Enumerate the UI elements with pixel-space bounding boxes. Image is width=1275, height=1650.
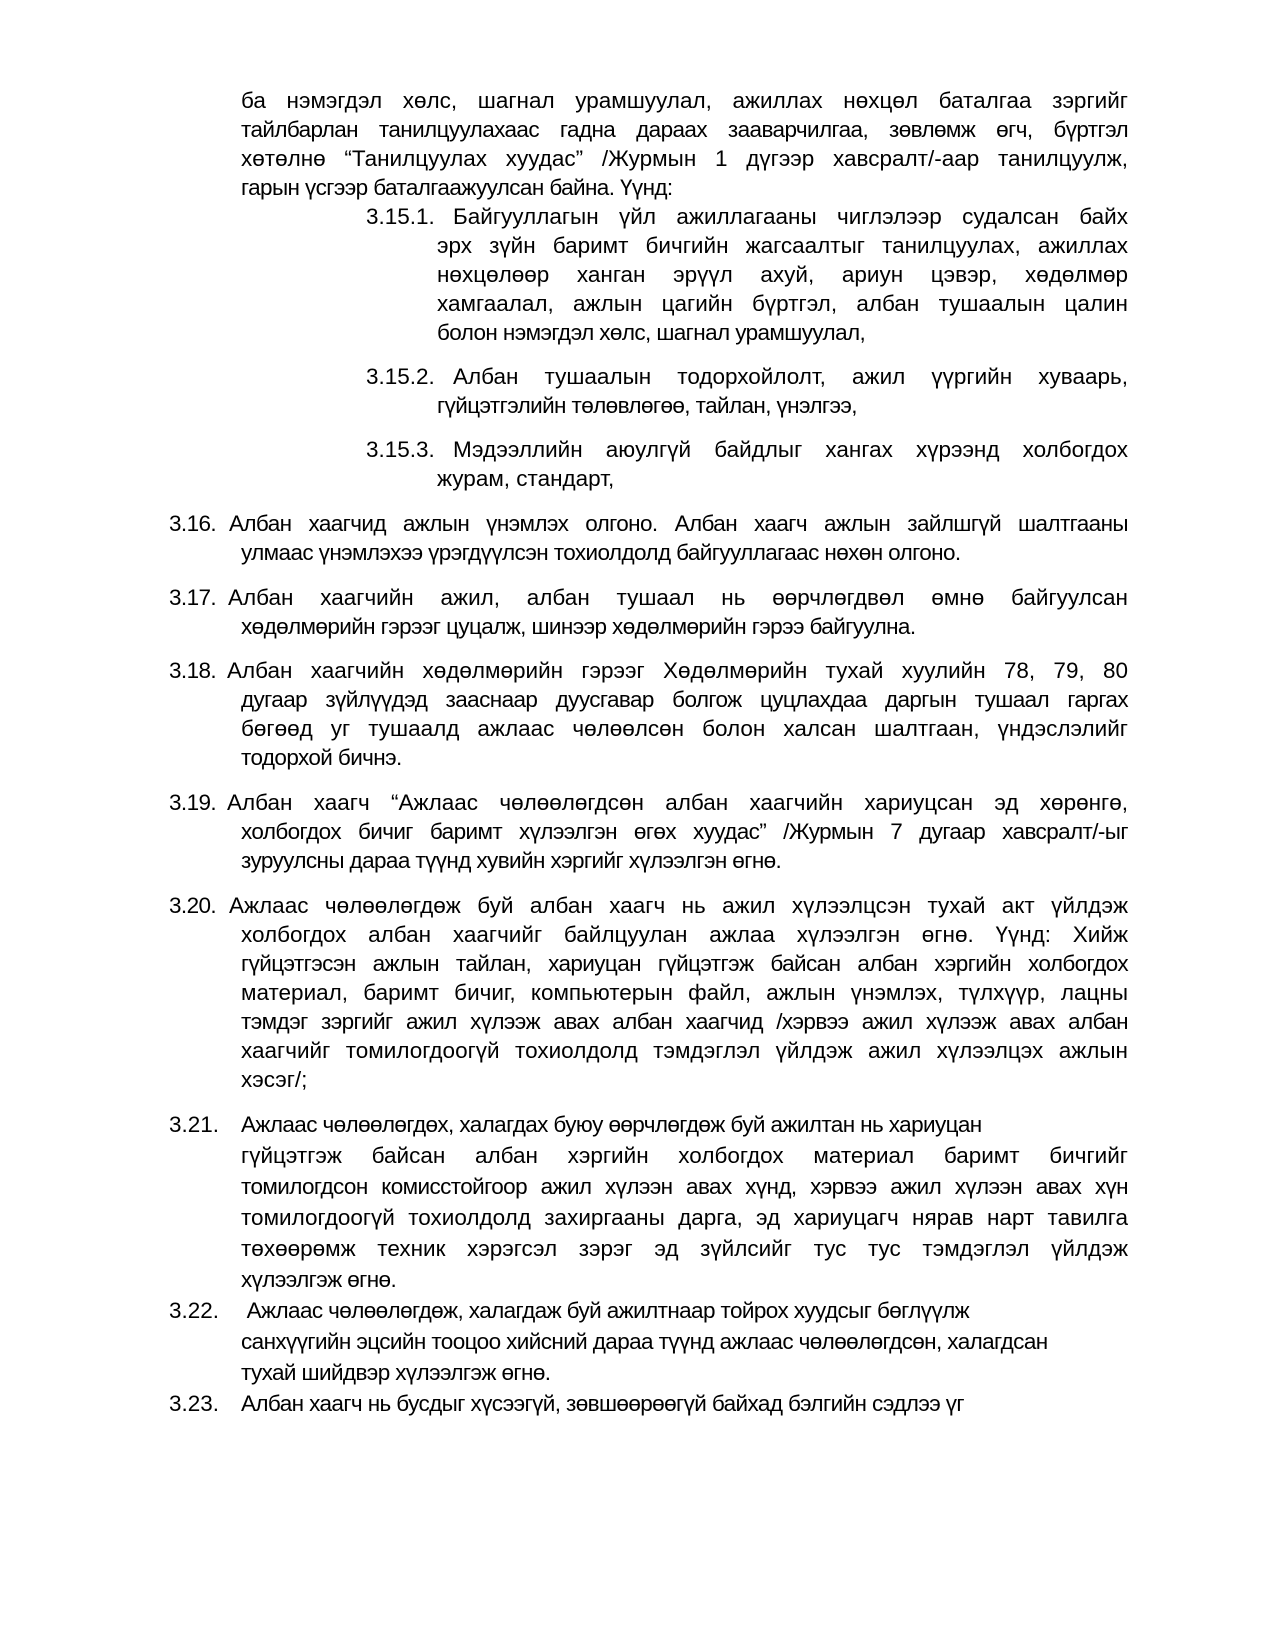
text-line: Албан хаагчийн ажил, албан тушаал нь өөрчлөгдвөл өмнө байгуулсан — [228, 585, 1128, 610]
subitem-number: 3.15.1. — [366, 204, 435, 229]
text-line: болон нэмэгдэл хөлс, шагнал урамшуулал, — [437, 320, 866, 345]
section-number: 3.19. — [169, 790, 217, 815]
text-line: Албан хаагч “Ажлаас чөлөөлөгдсөн албан хаагчийн хариуцсан эд хөрөнгө, — [227, 790, 1128, 815]
section-number: 3.20. — [169, 893, 217, 918]
text-line: Албан хаагч нь бусдыг хүсээгүй, зөвшөөрөөгүй байхад бэлгийн сэдлээ үг — [241, 1391, 964, 1416]
text-line: Албан хаагчийн хөдөлмөрийн гэрээг Хөдөлмөрийн тухай хуулийн 78, 79, 80 — [227, 658, 1128, 683]
text-line: Ажлаас чөлөөлөгдөх, халагдах буюу өөрчлөгдөж буй ажилтан нь хариуцан — [241, 1112, 982, 1137]
text-line: гүйцэтгэлийн төлөвлөгөө, тайлан, үнэлгээ, — [437, 393, 857, 418]
text-line: ба нэмэгдэл хөлс, шагнал урамшуулал, ажиллах нөхцөл баталгаа зэргийг — [241, 88, 1128, 113]
text-line: тухай шийдвэр хүлээлгэж өгнө. — [241, 1360, 551, 1385]
section-number: 3.23. — [169, 1391, 220, 1416]
text-line: журам, стандарт, — [437, 466, 615, 491]
text-line: тайлбарлан танилцуулахаас гадна дараах зааварчилгаа, зөвлөмж өгч, бүртгэл — [241, 117, 1128, 142]
text-line: гүйцэтгэж байсан албан хэргийн холбогдох материал баримт бичгийг — [241, 1143, 1128, 1168]
section-number: 3.16. — [169, 511, 217, 536]
section-number: 3.18. — [169, 658, 217, 683]
text-line: томилогдоогүй тохиолдолд захиргааны дарга, эд хариуцагч нярав нарт тавилга — [241, 1205, 1128, 1230]
text-line: дугаар зүйлүүдэд зааснаар дуусгавар болгож цуцлахдаа даргын тушаал гаргах — [241, 687, 1128, 712]
text-line: Байгууллагын үйл ажиллагааны чиглэлээр судалсан байх — [453, 204, 1128, 229]
text-line: хөтөлнө “Танилцуулах хуудас” /Журмын 1 дүгээр хавсралт/-аар танилцуулж, — [241, 146, 1128, 171]
text-line: зуруулсны дараа түүнд хувийн хэргийг хүлээлгэн өгнө. — [241, 848, 782, 873]
text-line: материал, баримт бичиг, компьютерын файл, ажлын үнэмлэх, түлхүүр, лацны — [241, 980, 1128, 1005]
text-line: хөдөлмөрийн гэрээг цуцалж, шинээр хөдөлмөрийн гэрээ байгуулна. — [241, 614, 916, 639]
text-line: хаагчийг томилогдоогүй тохиолдолд тэмдэглэл үйлдэж ажил хүлээлцэх ажлын — [241, 1038, 1128, 1063]
section-number: 3.21. — [169, 1112, 220, 1137]
text-line: хэсэг/; — [241, 1067, 308, 1092]
text-line: хамгаалал, ажлын цагийн бүртгэл, албан тушаалын цалин — [437, 291, 1128, 316]
text-line: холбогдох албан хаагчийг байлцуулан ажлаа хүлээлгэн өгнө. Үүнд: Хийж — [241, 922, 1128, 947]
text-line: нөхцөлөөр ханган эрүүл ахуй, ариун цэвэр, хөдөлмөр — [437, 262, 1128, 287]
text-line: төхөөрөмж техник хэрэгсэл зэрэг эд зүйлсийг тус тус тэмдэглэл үйлдэж — [241, 1236, 1128, 1261]
text-line: гүйцэтгэсэн ажлын тайлан, хариуцан гүйцэтгэж байсан албан хэргийн холбогдох — [241, 951, 1128, 976]
section-number: 3.22. — [169, 1298, 220, 1323]
subitem-number: 3.15.2. — [366, 364, 435, 389]
section-number: 3.17. — [169, 585, 217, 610]
text-line: томилогдсон комисстойгоор ажил хүлээн авах хүнд, хэрвээ ажил хүлээн авах хүн — [241, 1174, 1128, 1199]
text-line: гарын үсгээр баталгаажуулсан байна. Үүнд: — [241, 175, 673, 200]
text-line: хүлээлгэж өгнө. — [241, 1267, 397, 1292]
text-line: Албан хаагчид ажлын үнэмлэх олгоно. Албан хаагч ажлын зайлшгүй шалтгааны — [229, 511, 1128, 536]
text-line: бөгөөд уг тушаалд ажлаас чөлөөлсөн болон халсан шалтгаан, үндэслэлийг — [241, 716, 1128, 741]
text-line: Ажлаас чөлөөлөгдөж буй албан хаагч нь ажил хүлээлцсэн тухай акт үйлдэж — [229, 893, 1128, 918]
text-line: Ажлаас чөлөөлөгдөж, халагдаж буй ажилтнаар тойрох хуудсыг бөглүүлж — [241, 1298, 970, 1323]
text-line: эрх зүйн баримт бичгийн жагсаалтыг танилцуулах, ажиллах — [437, 233, 1128, 258]
text-line: холбогдох бичиг баримт хүлээлгэн өгөх хуудас” /Журмын 7 дугаар хавсралт/-ыг — [241, 819, 1128, 844]
text-line: санхүүгийн эцсийн тооцоо хийсний дараа түүнд ажлаас чөлөөлөгдсөн, халагдсан — [241, 1329, 1048, 1354]
subitem-number: 3.15.3. — [366, 437, 435, 462]
text-line: тодорхой бичнэ. — [241, 745, 402, 770]
text-line: Албан тушаалын тодорхойлолт, ажил үүргийн хуваарь, — [453, 364, 1128, 389]
text-line: улмаас үнэмлэхээ үрэгдүүлсэн тохиолдолд байгууллагаас нөхөн олгоно. — [241, 540, 961, 565]
text-line: тэмдэг зэргийг ажил хүлээж авах албан хаагчид /хэрвээ ажил хүлээж авах албан — [241, 1009, 1128, 1034]
text-line: Мэдээллийн аюулгүй байдлыг хангах хүрээнд холбогдох — [453, 437, 1128, 462]
